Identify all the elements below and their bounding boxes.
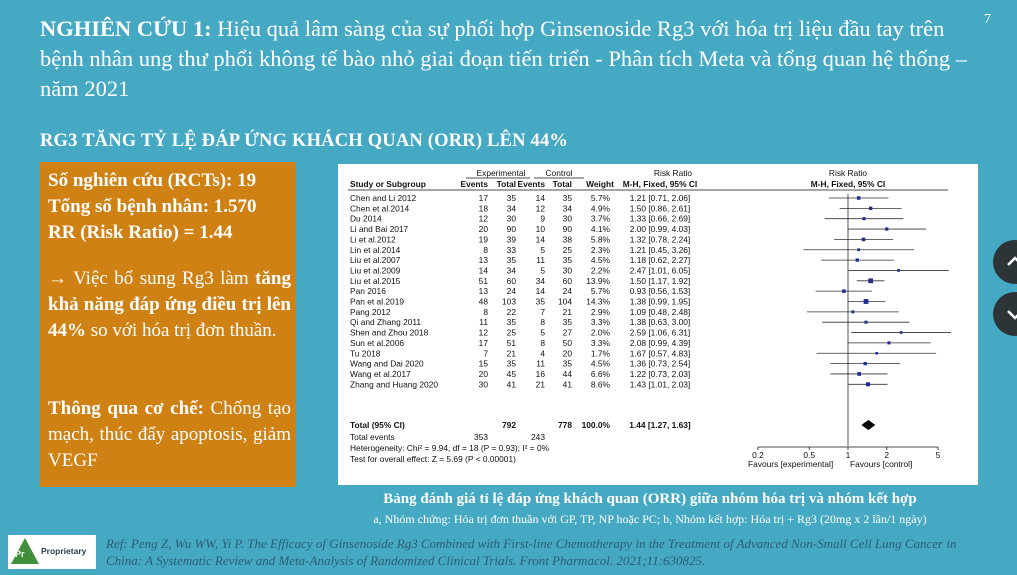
exp-total-value: 24 [506, 286, 516, 297]
point-estimate [864, 299, 869, 304]
ci-value: 1.50 [0.86, 2.61] [629, 203, 691, 214]
ctl-events-value: 8 [540, 337, 545, 348]
point-estimate [897, 269, 900, 272]
ctl-total-value: 104 [558, 296, 572, 307]
total-exp: 792 [502, 420, 516, 430]
point-estimate [868, 278, 873, 283]
exp-events-value: 17 [478, 337, 488, 348]
header-method: M-H, Fixed, 95% CI [622, 179, 698, 189]
ctl-events-value: 14 [535, 234, 545, 245]
weight-value: 6.6% [590, 368, 610, 379]
ctl-events-value: 16 [535, 368, 545, 379]
total-diamond [861, 420, 875, 430]
x-tick-label: 0.5 [803, 450, 816, 460]
total-ctl: 778 [558, 420, 572, 430]
point-estimate [864, 362, 867, 365]
point-estimate [856, 258, 859, 261]
weight-value: 4.5% [590, 255, 610, 266]
ctl-total-value: 30 [562, 213, 572, 224]
ctl-events-value: 5 [540, 327, 545, 338]
study-name: Qi and Zhang 2011 [350, 317, 422, 328]
ci-value: 1.22 [0.73, 2.03] [629, 368, 691, 379]
header-ctl-total: Total [552, 179, 572, 189]
exp-total-value: 25 [506, 327, 516, 338]
ci-value: 1.67 [0.57, 4.83] [629, 348, 691, 359]
header-weight: Weight [586, 179, 614, 189]
ctl-events-value: 35 [535, 296, 545, 307]
exp-total-value: 30 [506, 213, 516, 224]
favours-left: Favours [experimental] [748, 459, 834, 469]
ctl-events-value: 8 [540, 317, 545, 328]
patients-count: Tổng số bệnh nhân: 1.570 [48, 196, 257, 217]
total-label: Total (95% CI) [350, 420, 405, 430]
header-control: Control [545, 168, 573, 178]
exp-total-value: 45 [506, 368, 516, 379]
study-name: Pang 2012 [350, 306, 391, 317]
exp-events-value: 51 [478, 275, 488, 286]
header-ctl-events: Events [517, 179, 545, 189]
study-name: Sun et al.2006 [350, 337, 405, 348]
ctl-events-value: 14 [535, 193, 545, 203]
header-experimental: Experimental [476, 168, 526, 178]
header-exp-events: Events [460, 179, 488, 189]
study-name: Wang et al.2017 [350, 368, 411, 379]
ctl-total-value: 35 [562, 193, 572, 203]
weight-value: 5.7% [590, 193, 610, 203]
ctl-total-value: 60 [562, 275, 572, 286]
study-name: Liu et al.2015 [350, 275, 401, 286]
mechanism-text: Chống tạo mạch, thúc đẩy apoptosis, giảm VEGF [48, 398, 292, 471]
summary-box [40, 162, 296, 487]
point-estimate [885, 227, 888, 230]
total-events-ctl: 243 [531, 432, 545, 442]
exp-events-value: 12 [478, 327, 488, 338]
ctl-events-value: 21 [535, 379, 545, 390]
header-risk-ratio: Risk Ratio [653, 168, 693, 178]
overall-effect: Test for overall effect: Z = 5.69 (P < 0.00001) [350, 454, 516, 464]
key-finding-post: so với hóa trị đơn thuần. [86, 320, 277, 341]
study-name: Chen and Li 2012 [350, 193, 417, 203]
ctl-total-value: 25 [562, 244, 572, 255]
exp-events-value: 14 [478, 265, 488, 276]
ctl-events-value: 9 [540, 213, 545, 224]
point-estimate [900, 331, 903, 334]
point-estimate [851, 310, 854, 313]
total-ci: 1.44 [1.27, 1.63] [629, 420, 691, 430]
weight-value: 5.8% [590, 234, 610, 245]
study-name: Du 2014 [350, 213, 382, 224]
exp-total-value: 90 [506, 224, 516, 235]
exp-events-value: 20 [478, 368, 488, 379]
study-name: Pan et al.2019 [350, 296, 405, 307]
exp-events-value: 19 [478, 234, 488, 245]
exp-events-value: 13 [478, 286, 488, 297]
exp-total-value: 103 [502, 296, 516, 307]
weight-value: 2.0% [590, 327, 610, 338]
proprietary-logo [8, 535, 96, 569]
ci-value: 1.50 [1.17, 1.92] [629, 275, 691, 286]
weight-value: 3.7% [590, 213, 610, 224]
forest-plot-panel [338, 164, 978, 485]
header-study: Study or Subgroup [350, 179, 426, 189]
header-plot-method: M-H, Fixed, 95% CI [810, 179, 886, 189]
exp-total-value: 34 [506, 203, 516, 214]
exp-events-value: 8 [483, 306, 488, 317]
total-weight: 100.0% [581, 420, 610, 430]
x-tick-label: 2 [884, 450, 890, 460]
title-prefix: NGHIÊN CỨU 1: [40, 16, 212, 41]
ctl-events-value: 11 [536, 358, 545, 369]
slide-title [40, 14, 990, 104]
exp-total-value: 39 [506, 234, 516, 245]
key-finding [48, 266, 291, 344]
point-estimate [862, 217, 865, 220]
weight-value: 13.9% [586, 275, 610, 286]
ci-value: 2.00 [0.99, 4.03] [629, 224, 691, 235]
exp-events-value: 12 [478, 213, 488, 224]
ctl-events-value: 10 [535, 224, 545, 235]
ctl-total-value: 38 [562, 234, 572, 245]
reference: Ref: Peng Z, Wu WW, Yi P. The Efficacy of Ginsenoside Rg3 Combined with First-line Chemotherapy in the Treatment of Advanced Non-Small Cell Lung Cancer in China: A Systematic Review and Meta-Analysis of Randomized Clinical Trials. Front Pharmacol. 2021;11:630825. [106, 536, 957, 568]
weight-value: 2.9% [590, 306, 610, 317]
ctl-events-value: 5 [540, 244, 545, 255]
exp-events-value: 30 [478, 379, 488, 390]
chevron-down-icon [1006, 305, 1017, 323]
point-estimate [842, 289, 846, 293]
study-name: Liu et al.2007 [350, 255, 401, 266]
exp-events-value: 17 [478, 193, 488, 203]
ctl-total-value: 50 [562, 337, 572, 348]
exp-total-value: 35 [506, 255, 516, 266]
ci-value: 1.33 [0.66, 2.69] [629, 213, 691, 224]
study-name: Liu et al.2009 [350, 265, 401, 276]
ctl-total-value: 30 [562, 265, 572, 276]
exp-total-value: 51 [506, 337, 516, 348]
exp-total-value: 34 [506, 265, 516, 276]
slide-subtitle: RG3 TĂNG TỶ LỆ ĐÁP ỨNG KHÁCH QUAN (ORR) LÊN 44% [40, 131, 569, 151]
title-superscript: 7 [984, 12, 991, 27]
study-name: Li et al.2012 [350, 234, 396, 245]
weight-value: 14.3% [586, 296, 610, 307]
exp-total-value: 41 [506, 379, 516, 390]
exp-events-value: 15 [478, 358, 488, 369]
header-risk-ratio-plot: Risk Ratio [828, 168, 868, 178]
mechanism-label: Thông qua cơ chế: [48, 398, 204, 419]
exp-events-value: 7 [483, 348, 488, 359]
x-tick-label: 5 [935, 450, 941, 460]
weight-value: 2.2% [590, 265, 610, 276]
title-text: Hiệu quả lâm sàng của sự phối hợp Ginsenoside Rg3 với hóa trị liệu đầu tay trên bệnh nhân ung thư phổi không tế bào nhỏ giai đoạn tiến triển - Phân tích Meta và tổng quan hệ thống – năm 2021 [40, 16, 968, 101]
weight-value: 5.7% [590, 286, 610, 297]
weight-value: 1.7% [590, 348, 610, 359]
ctl-events-value: 7 [540, 306, 545, 317]
ctl-events-value: 14 [535, 286, 545, 297]
ctl-total-value: 34 [562, 203, 572, 214]
exp-total-value: 35 [506, 317, 516, 328]
ci-value: 1.18 [0.62, 2.27] [629, 255, 691, 266]
ctl-events-value: 12 [535, 203, 545, 214]
ctl-total-value: 35 [562, 317, 572, 328]
ci-value: 1.38 [0.63, 3.00] [629, 317, 691, 328]
ci-value: 1.43 [1.01, 2.03] [629, 379, 691, 390]
point-estimate [857, 196, 861, 200]
weight-value: 4.9% [590, 203, 610, 214]
mechanism [48, 396, 291, 474]
ci-value: 2.47 [1.01, 6.05] [629, 265, 691, 276]
ctl-events-value: 34 [535, 275, 545, 286]
point-estimate [857, 372, 861, 376]
favours-right: Favours [control] [850, 459, 913, 469]
logo-mark: Pr [15, 549, 25, 559]
study-name: Wang and Dai 2020 [350, 358, 424, 369]
exp-events-value: 48 [478, 296, 488, 307]
ctl-total-value: 24 [562, 286, 572, 297]
risk-ratio: RR (Risk Ratio) = 1.44 [48, 222, 233, 243]
studies-count: Số nghiên cứu (RCTs): 19 [48, 170, 257, 191]
ctl-total-value: 20 [562, 348, 572, 359]
weight-value: 2.3% [590, 244, 610, 255]
study-name: Pan 2016 [350, 286, 386, 297]
weight-value: 4.1% [590, 224, 610, 235]
ctl-total-value: 41 [562, 379, 572, 390]
ci-value: 1.38 [0.99, 1.95] [629, 296, 691, 307]
ci-value: 1.36 [0.73, 2.54] [629, 358, 691, 369]
weight-value: 3.3% [590, 337, 610, 348]
point-estimate [869, 207, 872, 210]
point-estimate [866, 382, 870, 386]
ctl-total-value: 90 [562, 224, 572, 235]
total-events-label: Total events [350, 432, 395, 442]
ctl-events-value: 5 [540, 265, 545, 276]
chevron-up-icon [1006, 253, 1017, 271]
ci-value: 1.21 [0.71, 2.06] [629, 193, 691, 203]
weight-value: 4.5% [590, 358, 610, 369]
exp-total-value: 60 [506, 275, 516, 286]
study-name: Shen and Zhou 2018 [350, 327, 429, 338]
total-events-exp: 353 [474, 432, 488, 442]
x-tick-label: 1 [845, 450, 851, 460]
point-estimate [864, 321, 867, 324]
exp-events-value: 18 [478, 203, 488, 214]
key-finding-pre: → Việc bổ sung Rg3 làm [48, 268, 256, 289]
point-estimate [887, 341, 890, 344]
point-estimate [875, 352, 878, 355]
exp-events-value: 8 [483, 244, 488, 255]
exp-total-value: 21 [506, 348, 516, 359]
ci-value: 2.08 [0.99, 4.39] [629, 337, 691, 348]
ci-value: 1.32 [0.78, 2.24] [629, 234, 691, 245]
exp-events-value: 13 [478, 255, 488, 266]
exp-total-value: 22 [506, 306, 516, 317]
study-name: Li and Bai 2017 [350, 224, 409, 235]
figure-caption: Bảng đánh giá tỉ lệ đáp ứng khách quan (ORR) giữa nhóm hóa trị và nhóm kết hợp [383, 491, 917, 507]
study-name: Chen et al.2014 [350, 203, 410, 214]
ci-value: 1.21 [0.45, 3.26] [629, 244, 691, 255]
weight-value: 3.3% [590, 317, 610, 328]
ci-value: 1.09 [0.48, 2.48] [629, 306, 691, 317]
logo-word: Proprietary [41, 546, 87, 556]
key-finding-bold: tăng khả năng đáp ứng điều trị lên 44% [48, 268, 291, 341]
x-tick-label: 0.2 [752, 450, 764, 460]
study-name: Lin et al.2014 [350, 244, 401, 255]
exp-total-value: 33 [506, 244, 516, 255]
ctl-events-value: 4 [540, 348, 545, 359]
weight-value: 8.6% [590, 379, 610, 390]
ctl-events-value: 11 [536, 255, 545, 266]
header-exp-total: Total [496, 179, 516, 189]
forest-plot [338, 164, 978, 485]
ci-value: 0.93 [0.56, 1.53] [629, 286, 691, 297]
study-name: Zhang and Huang 2020 [350, 379, 439, 390]
point-estimate [857, 248, 860, 251]
ctl-total-value: 27 [562, 327, 572, 338]
point-estimate [862, 238, 866, 242]
exp-total-value: 35 [506, 358, 516, 369]
study-name: Tu 2018 [350, 348, 381, 359]
exp-total-value: 35 [506, 193, 516, 203]
heterogeneity: Heterogeneity: Chi² = 9.94, df = 18 (P = 0.93); I² = 0% [350, 443, 550, 453]
exp-events-value: 20 [478, 224, 488, 235]
ctl-total-value: 35 [562, 358, 572, 369]
ctl-total-value: 21 [562, 306, 572, 317]
ctl-total-value: 44 [562, 368, 572, 379]
ctl-total-value: 35 [562, 255, 572, 266]
ci-value: 2.59 [1.06, 6.31] [629, 327, 691, 338]
figure-caption-sub: a, Nhóm chứng: Hóa trị đơn thuần với GP, TP, NP hoặc PC; b, Nhóm kết hợp: Hóa trị + Rg3 (20mg x 2 lần/1 ngày) [373, 512, 927, 526]
exp-events-value: 11 [479, 317, 488, 328]
